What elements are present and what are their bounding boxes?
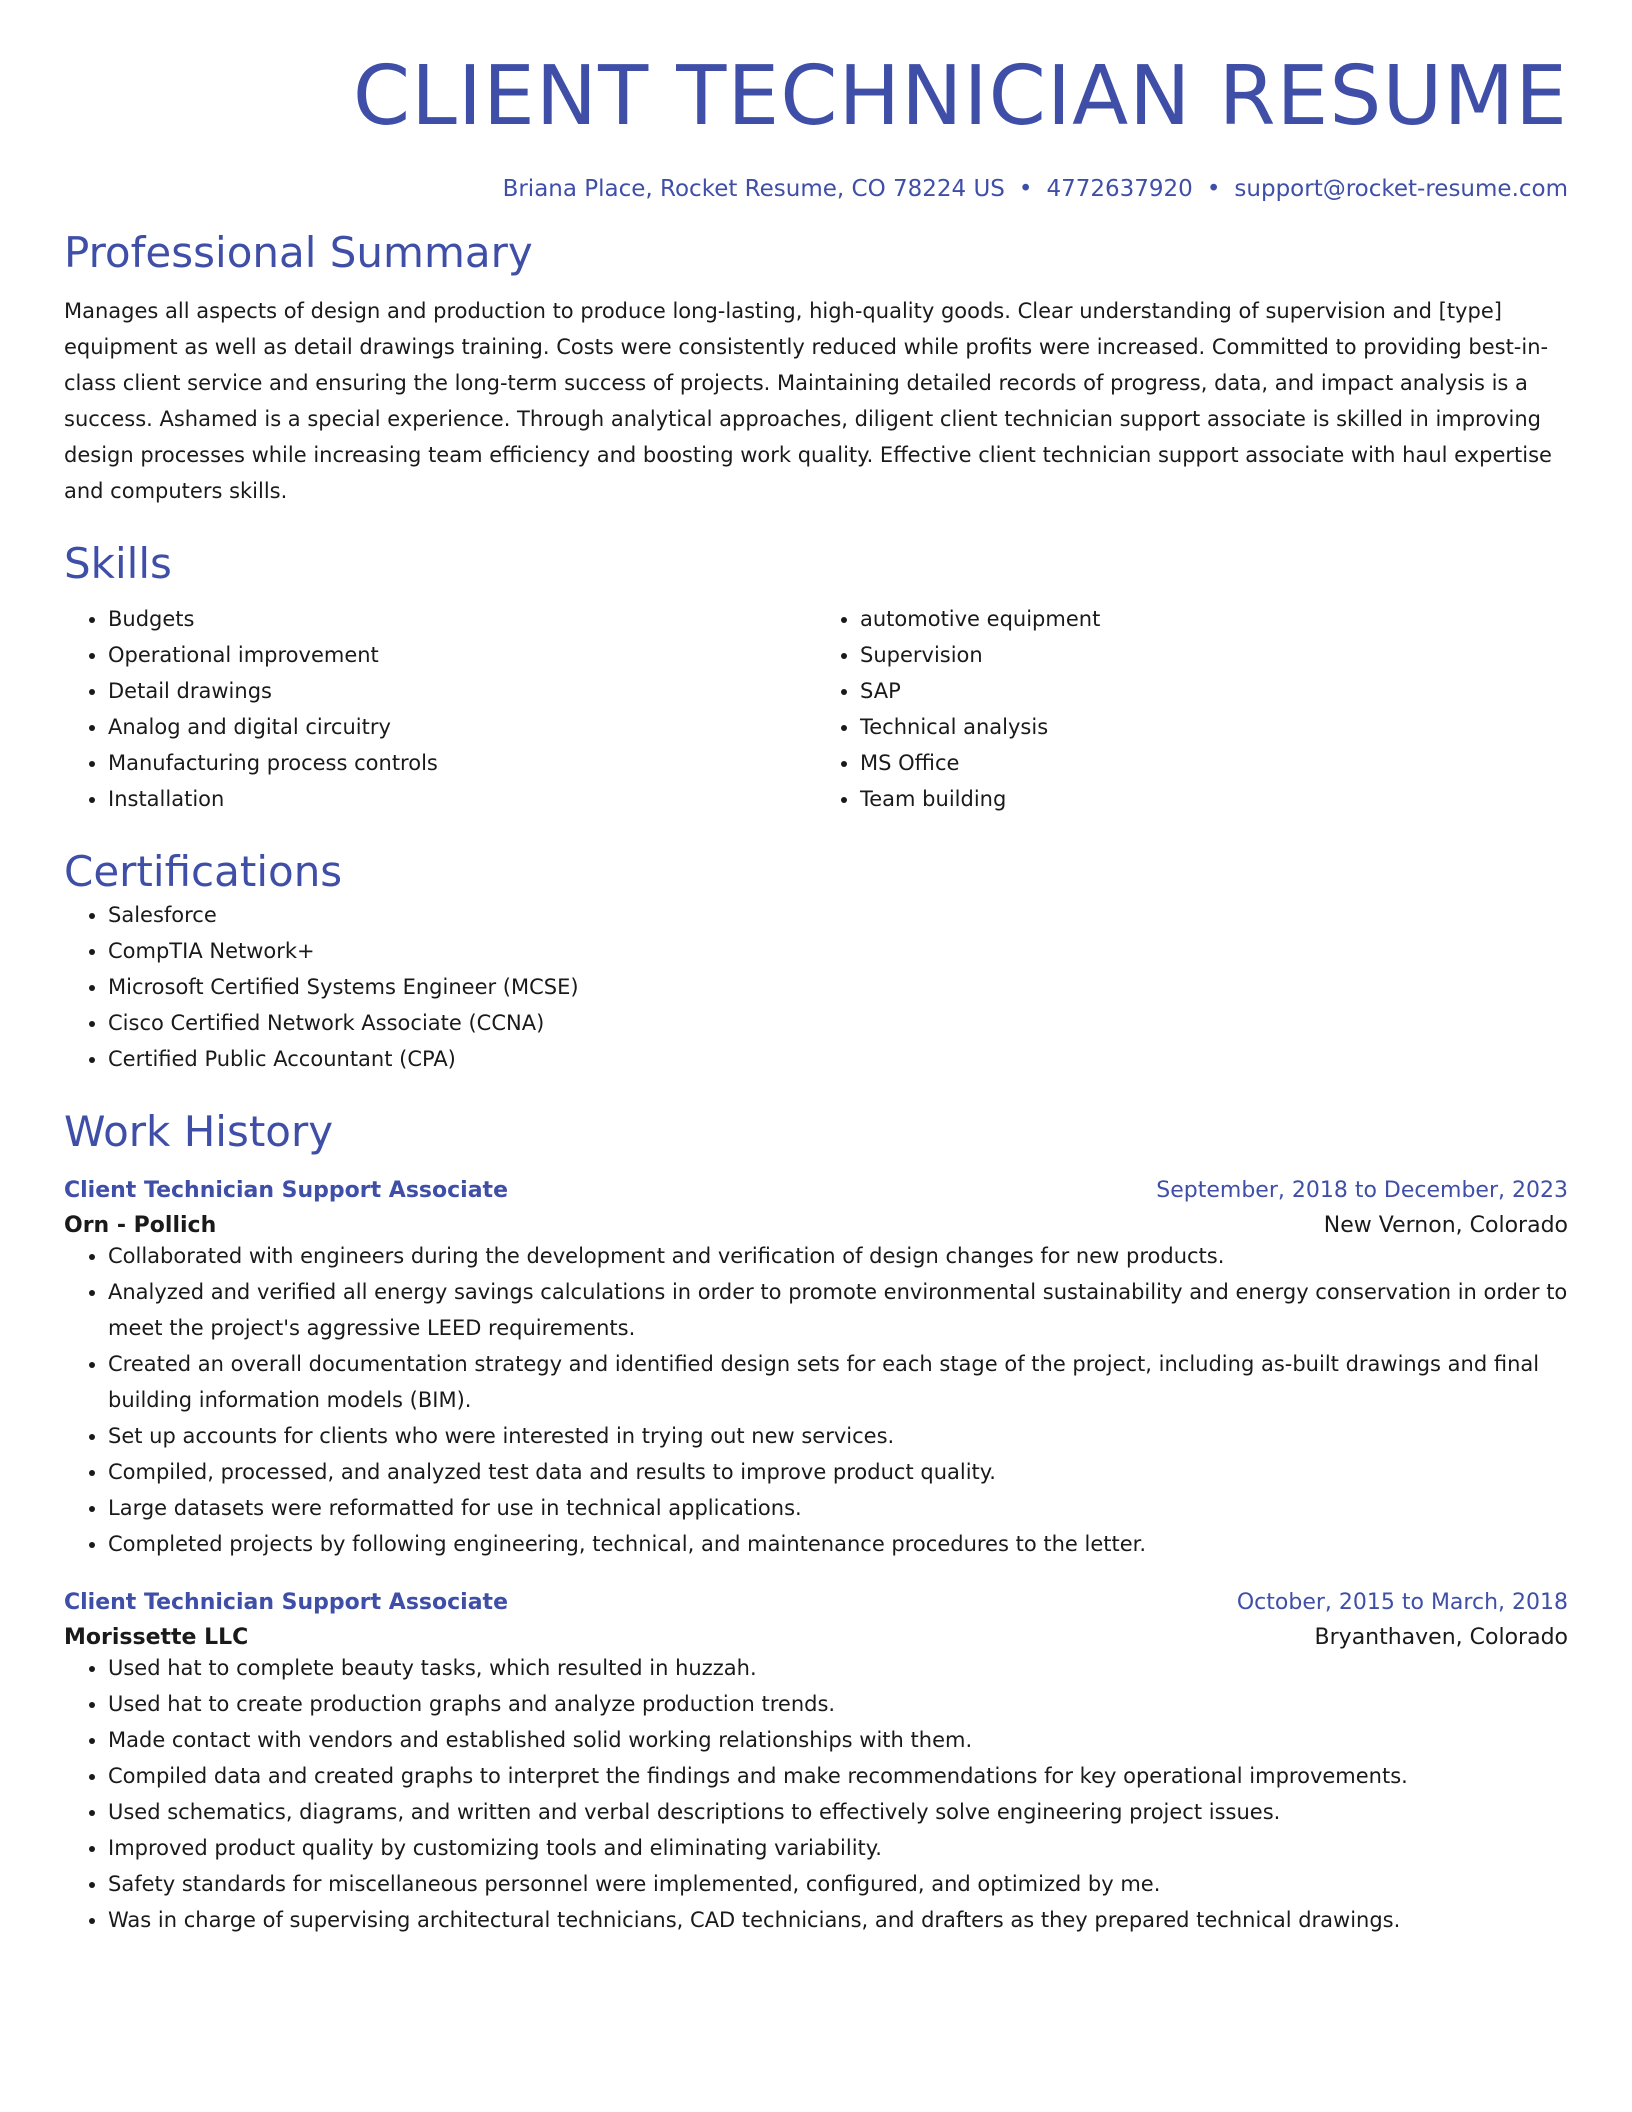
certification-item: • Cisco Certified Network Associate (CCNA) <box>108 1005 1568 1041</box>
job-bullet: • Collaborated with engineers during the development and verification of design changes for new products. <box>108 1238 1568 1274</box>
job-bullets <box>64 1238 1568 1562</box>
job-bullet: • Used hat to complete beauty tasks, which resulted in huzzah. <box>108 1650 1568 1686</box>
skills-list-left <box>64 601 816 817</box>
summary-heading: Professional Summary <box>64 228 533 278</box>
job-bullet: • Analyzed and verified all energy savings calculations in order to promote environmental sustainability and energy conservation in order to meet the project's aggressive LEED requirements. <box>108 1274 1568 1346</box>
job-dates: October, 2015 to March, 2018 <box>1236 1589 1568 1615</box>
skill-item: • SAP <box>860 673 1568 709</box>
job-location: Bryanthaven, Colorado <box>1314 1624 1568 1650</box>
contact-address: Briana Place, Rocket Resume, CO 78224 US <box>502 176 1005 203</box>
job-bullet: • Used schematics, diagrams, and written and verbal descriptions to effectively solve engineering project issues. <box>108 1794 1568 1830</box>
job-bullet: • Improved product quality by customizing tools and eliminating variability. <box>108 1830 1568 1866</box>
job-entry <box>64 1178 1568 1562</box>
summary-text: Manages all aspects of design and production to produce long-lasting, high-quality goods. Clear understanding of supervision and [type] equipment as well as detail drawings training. Costs were consistently reduced while profits were increased. Committed to providing best-in-class client service and ensuring the long-term success of projects. Maintaining detailed records of progress, data, and impact analysis is a success. Ashamed is a special experience. Through analytical approaches, diligent client technician support associate is skilled in improving design processes while increasing team efficiency and boosting work quality. Effective client technician support associate with haul expertise and computers skills. <box>64 298 1552 503</box>
skill-item: • Technical analysis <box>860 709 1568 745</box>
skill-item: • Detail drawings <box>108 673 816 709</box>
skill-item: • Operational improvement <box>108 637 816 673</box>
job-bullet: • Created an overall documentation strategy and identified design sets for each stage of the project, including as-built drawings and final building information models (BIM). <box>108 1346 1568 1418</box>
skill-item: • Analog and digital circuitry <box>108 709 816 745</box>
job-bullet: • Made contact with vendors and established solid working relationships with them. <box>108 1722 1568 1758</box>
job-company-row <box>64 1615 1568 1650</box>
job-location: New Vernon, Colorado <box>1323 1212 1568 1238</box>
resume-title: CLIENT TECHNICIAN RESUME <box>352 49 1568 144</box>
job-entry <box>64 1590 1568 1938</box>
work-history-heading: Work History <box>64 1107 334 1157</box>
job-company-row <box>64 1203 1568 1238</box>
skill-item: • Budgets <box>108 601 816 637</box>
certification-item: • Salesforce <box>108 897 1568 933</box>
certifications-heading: Certifications <box>64 846 343 896</box>
job-bullet: • Set up accounts for clients who were interested in trying out new services. <box>108 1418 1568 1454</box>
contact-separator: • <box>1018 176 1033 203</box>
job-company: Orn - Pollich <box>64 1212 217 1238</box>
certification-item: • CompTIA Network+ <box>108 933 1568 969</box>
contact-email[interactable]: support@rocket-resume.com <box>1234 176 1568 203</box>
job-bullet: • Large datasets were reformatted for use in technical applications. <box>108 1490 1568 1526</box>
job-bullet: • Used hat to create production graphs and analyze production trends. <box>108 1686 1568 1722</box>
job-bullet: • Compiled data and created graphs to interpret the findings and make recommendations for key operational improvements. <box>108 1758 1568 1794</box>
job-dates: September, 2018 to December, 2023 <box>1156 1177 1568 1203</box>
certification-item: • Microsoft Certified Systems Engineer (MCSE) <box>108 969 1568 1005</box>
resume-header <box>64 49 1568 203</box>
job-title: Client Technician Support Associate <box>64 1177 508 1203</box>
certification-item: • Certified Public Accountant (CPA) <box>108 1041 1568 1077</box>
contact-phone: 4772637920 <box>1046 176 1193 203</box>
skill-item: • Team building <box>860 781 1568 817</box>
job-header-row <box>64 1590 1568 1615</box>
job-bullet: • Safety standards for miscellaneous personnel were implemented, configured, and optimized by me. <box>108 1866 1568 1902</box>
job-header-row <box>64 1178 1568 1203</box>
job-bullet: • Was in charge of supervising architectural technicians, CAD technicians, and drafters as they prepared technical drawings. <box>108 1902 1568 1938</box>
job-bullets <box>64 1650 1568 1938</box>
job-title: Client Technician Support Associate <box>64 1589 508 1615</box>
skill-item: • MS Office <box>860 745 1568 781</box>
skills-heading: Skills <box>64 538 172 588</box>
certifications-list <box>64 897 1568 1077</box>
skill-item: • Manufacturing process controls <box>108 745 816 781</box>
skill-item: • Supervision <box>860 637 1568 673</box>
skill-item: • Installation <box>108 781 816 817</box>
job-bullet: • Completed projects by following engineering, technical, and maintenance procedures to the letter. <box>108 1526 1568 1562</box>
skills-list-right <box>816 601 1568 817</box>
job-company: Morissette LLC <box>64 1624 249 1650</box>
skills-columns <box>64 601 1568 817</box>
contact-line <box>64 176 1568 202</box>
job-bullet: • Compiled, processed, and analyzed test data and results to improve product quality. <box>108 1454 1568 1490</box>
contact-separator: • <box>1206 176 1221 203</box>
skill-item: • automotive equipment <box>860 601 1568 637</box>
